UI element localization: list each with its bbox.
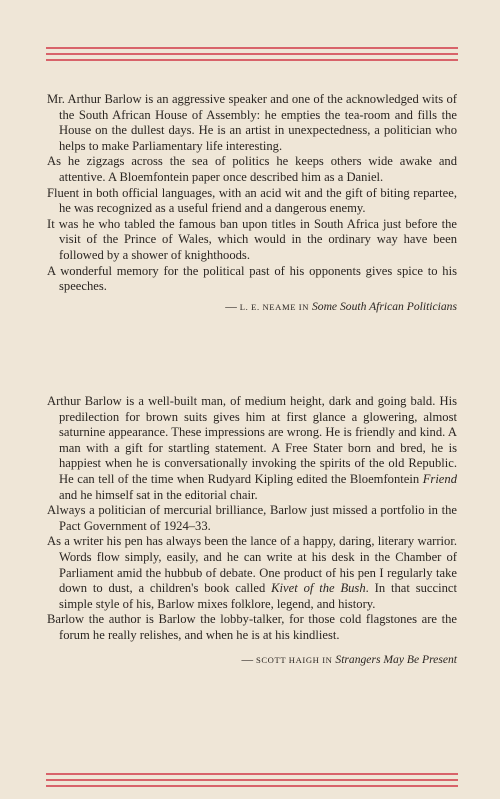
text: and he himself sat in the editorial chair. xyxy=(59,487,258,502)
paragraph: Barlow the author is Barlow the lobby-talker, for those cold flagstones are the forum he really relishes, and when he is at his kindliest. xyxy=(47,612,457,642)
attribution-source: Some South African Politicians xyxy=(311,299,457,313)
attribution xyxy=(47,299,457,316)
paragraph xyxy=(47,394,457,503)
paragraph xyxy=(47,534,457,612)
paragraph: Mr. Arthur Barlow is an aggressive speaker and one of the acknowledged wits of the South African House of Assembly: he empties the tea-room and fills the House on the dullest days. He is an artist in unexpectedness, a politician who helps to make Parliamentary life interesting. xyxy=(47,92,457,153)
paragraph: A wonderful memory for the political past of his opponents gives spice to his speeches. xyxy=(47,263,457,294)
newspaper-title: Friend xyxy=(422,471,457,486)
paragraph: It was he who tabled the famous ban upon titles in South Africa just before the visit of the Prince of Wales, which would in the ordinary way have been followed by a shower of knighthoods. xyxy=(47,216,457,262)
attribution-author: L. E. NEAME IN xyxy=(239,301,310,312)
paragraph: Always a politician of mercurial brilliance, Barlow just missed a portfolio in the Pact Government of 1924–33. xyxy=(47,503,457,533)
text: . In that succinct simple style of his, Barlow mixes folklore, legend, and history. xyxy=(59,581,457,611)
top-decorative-rule xyxy=(46,47,458,62)
paragraph: As he zigzags across the sea of politics he keeps others wide awake and attentive. A Bloemfontein paper once described him as a Daniel. xyxy=(47,154,457,184)
bottom-decorative-rule xyxy=(46,773,458,788)
book-title: Kivet of the Bush xyxy=(271,581,366,596)
text: As a writer his pen has always been the lance of a happy, daring, literary warrior. Words flow simply, easily, and he can write at his desk in the Chamber of Parliament amid the hubbub of debate. One product of his pen I regularly take down to dust, a children's book called xyxy=(47,534,457,596)
attribution-source: Strangers May Be Present xyxy=(335,652,457,666)
attribution-dash: — xyxy=(241,652,256,666)
text: Arthur Barlow is a well-built man, of medium height, dark and going bald. His predilection for brown suits gives him at first glance a glowering, almost saturnine appearance. These impressions are wrong. He is friendly and kind. A man with a gift for startling statement. A Free Stater born and bred, he is happiest when he is conversationally invoking the spirits of the old Republic. He can tell of the time when Rudyard Kipling edited the Bloemfontein xyxy=(47,394,457,486)
haigh-quote xyxy=(47,394,457,668)
attribution-author: SCOTT HAIGH IN xyxy=(255,654,333,665)
neame-quote xyxy=(47,92,457,315)
attribution xyxy=(47,652,457,669)
attribution-dash: — xyxy=(225,299,240,313)
paragraph: Fluent in both official languages, with an acid wit and the gift of biting repartee, he was recognized as a useful friend and a dangerous enemy. xyxy=(47,185,457,216)
